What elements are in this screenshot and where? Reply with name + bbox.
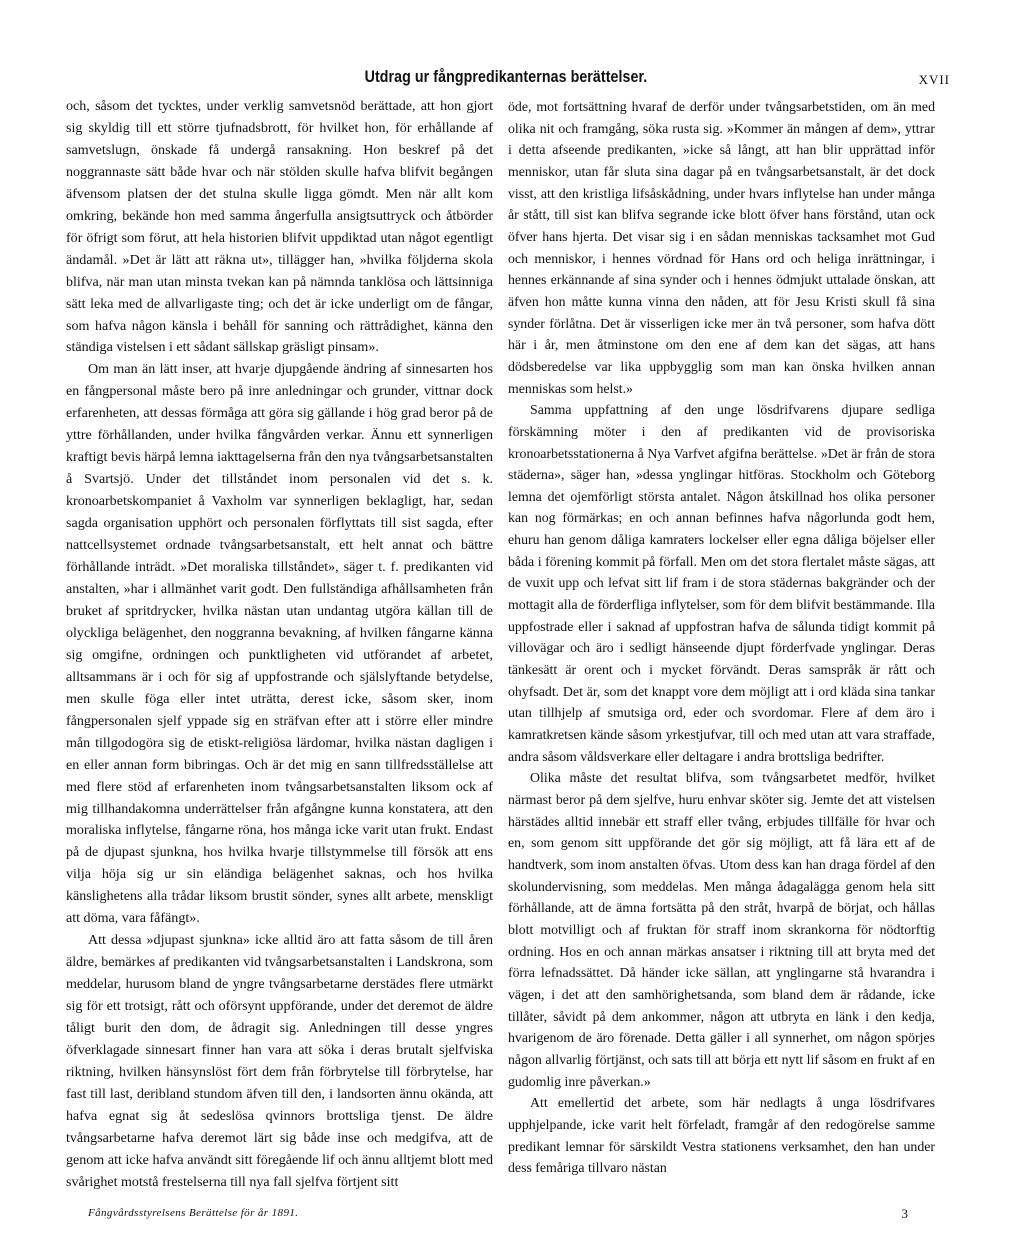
paragraph: Samma uppfattning af den unge lösdrifvarens djupare sedliga förskämning möter i den af predikanten vid de provisoriska kronoarbetsstationerna å Nya Varfvet afgifna berättelse. »Det är från de stora städerna», säger han, »dessa ynglingar hitföras. Stockholm och Göteborg lemna det ojemförligt största antalet. Någon åtskillnad hos olika personer kan nog förmärkas; en och annan befinnes hafva någorlunda godt hem, ehuru han genom dåliga kamraters lockelser eller egna dåliga böjelser eller båda i förening kommit på förfall. Men om det stora flertalet måste sägas, att de vuxit upp och lefvat sitt lif fram i de stora städernas bakgränder och der mottagit alla de förderfliga inflytelser, som för dem blifvit bestämmande. Illa uppfostrade eller i saknad af uppfostran hafva de sålunda tidigt kommit på villovägar och äro i sedligt hänseende djupt förderfvade ynglingar. Deras tänkesätt är orent och i mycket förvändt. Deras samspråk är rått och ohyfsadt. Det är, som det knappt vore dem möjligt att i ord kläda sina tankar utan tillhjelp af smutsiga ord, eder och svordomar. Flere af dem äro i kamratkretsen kände såsom yrkestjufvar, till och med utan att vara straffade, andra såsom våldsverkare eller deltagare i andra brottsliga bedrifter. xyxy=(508,402,935,764)
footnote: Fångvårdsstyrelsens Berättelse för år 1891. xyxy=(88,1207,299,1219)
paragraph: Att dessa »djupast sjunkna» icke alltid äro att fatta såsom de till åren äldre, bemärkes af predikanten vid tvångsarbetsanstalten i Landskrona, som meddelar, hurusom bland de yngre tvångsarbetarne derstädes flere utmärkt sig för ett trotsigt, rått och oförsynt uppförande, under det deremot de äldre tåligt burit den dom, de ådragit sig. Anledningen till desse yngres öfverklagade sinnesart finner han vara att söka i deras brutalt sjelfviska riktning, hvilken hänsynslöst fört dem från förbrytelse till förbrytelse, har fast till last, deribland stundom äfven till den, i landsorten ännu okända, att hafva egnat sig åt sedeslösa qvinnors brottsliga tjenst. De äldre tvångsarbetarne hafva deremot lärt sig både inse och medgifva, att de genom att icke hafva användt sitt föregående lif och ännu alltjemt blott med svårighet motstå frestelserna till nya fall sjelfva förtjent sitt xyxy=(66,932,493,1190)
page-header xyxy=(66,66,950,90)
paragraph: Att emellertid det arbete, som här nedlagts å unga lösdrifvares upphjelpande, icke varit helt förfeladt, framgår af den redogörelse samme predikant lemnar för särskildt Vestra stationens verksamhet, den han under dess femåriga tillvaro nästan xyxy=(508,1095,935,1176)
roman-page-number: XVII xyxy=(918,72,950,87)
paragraph: öde, mot fortsättning hvaraf de derför under tvångsarbetstiden, om än med olika nit och framgång, söka rusta sig. »Kommer än mången af dem», yttrar i detta afseende predikanten, »icke så långt, att han blir upprättad inför menniskor, utan får sluta sina dagar på en tvångsarbetsanstalt, är det dock visst, att den kristliga lifsåskådning, under hvars inflytelse han under många år stått, till sist kan blifva segrande icke blott öfver hans förstånd, utan ock öfver hans hjerta. Det visar sig i en sådan menniskas tacksamhet mot Gud och menniskor, i hennes vördnad för Hans ord och heliga inrättningar, i hennes erkännande af sina synder och i hennes ödmjukt uttalade önskan, att äfven hon måtte kunna vinna den nåden, att för Jesu Kristi skull få sina synder förlåtna. Det är visserligen icke mer än två personer, som hafva dött här i år, men åtminstone om den ene af dem kan det sägas, att hans dödsberedelse var lika uppbygglig som man kan önska hvilken annan menniskas som helst.» xyxy=(508,99,935,396)
right-column xyxy=(508,96,935,1179)
paragraph: och, såsom det tycktes, under verklig samvetsnöd berättade, att hon gjort sig skyldig till ett större tjufnadsbrott, för hvilket hon, för erhållande af samvetslugn, önskade få undergå ransakning. Hon beskref på det noggrannaste sätt både hvar och när stölden skulle hafva blifvit begången äfvensom platsen der det stulna skulle ligga gömdt. Men när allt kom omkring, bekände hon med samma ångerfulla ansigtsuttryck och åtbörder för öfrigt som förut, att hela historien blifvit uppdiktad utan något egentligt ändamål. »Det är lätt att räkna ut», tillägger han, »hvilka följderna skola blifva, när man utan minsta tvekan kan på nämnda tanklösa och lättsinniga sätt leka med de allvarligaste ting; och det är icke underligt om de fångar, som hafva någon känsla i behåll för sanning och rättrådighet, känna den ständiga vistelsen i ett sådant sällskap gräsligt pinsam». xyxy=(66,98,493,356)
paragraph: Olika måste det resultat blifva, som tvångsarbetet medför, hvilket närmast beror på dem sjelfve, huru enhvar sköter sig. Jemte det att vistelsen härstädes alltid innebär ett straff eller tvång, erbjudes tillfälle för hvar och en, som genom sitt uppförande det gör sig möjligt, att få lära ett af de handtverk, som inom anstalten öfvas. Utom dess kan han draga fördel af den skolundervisning, som meddelas. Men många ådagalägga genom hela sitt förhållande, att de ämna fortsätta på den stråt, hvarpå de börjat, och hållas blott motvilligt och af fruktan för straff inom skrankorna för nödtorftig ordning. Hos en och annan märkas ansatser i riktning till att bryta med det förra lefnadssättet. Då händer icke sällan, att ynglingarne stå hvarandra i vägen, i det att den samhörighetsanda, som bland dem är rådande, icke tillåter, såvidt på dem ankommer, någon att utbryta en länk i den kedja, hvarigenom de äro förenade. Detta gäller i all synnerhet, om någon spörjes någon allvarlig förtjänst, och sats till att börja ett nytt lif såsom en frukt af en gudomlig inre påverkan.» xyxy=(508,770,935,1089)
running-title: Utdrag ur fångpredikanternas berättelser. xyxy=(364,68,648,86)
paragraph: Om man än lätt inser, att hvarje djupgående ändring af sinnesarten hos en fångpersonal måste bero på inre anledningar och grunder, vittnar dock erfarenheten, att dessas förmåga att göra sig gällande i hög grad beror på de yttre förhållanden, under hvilka fångvården verkar. Ännu ett synnerligen kraftigt bevis härpå lemna iakttagelserna från den nya tvångsarbetsanstalten å Svartsjö. Under det tillståndet inom personalen vid det s. k. kronoarbetskompaniet å Vaxholm var synnerligen beklagligt, har, sedan sagda organisation upphört och personalen förflyttats till sist sagda, efter nattcellsystemet ordnade tvångsarbetsanstalt, ett helt annat och bättre förhållande inträdt. »Det moraliska tillståndet», säger t. f. predikanten vid anstalten, »har i allmänhet varit godt. Den fullständiga afhållsamheten från bruket af spritdrycker, hvilka nästan utan undantag utgöra källan till de olyckliga belägenhet, den noggranna bevakning, af hvilken fångarne känna sig omgifne, ordningen och punktligheten vid utförandet af arbetet, alltsammans är i och för sig af uppfostrande och själslyftande betydelse, men skulle föga eller intet uträtta, derest icke, såsom sker, inom fångpersonalen sjelf yppade sig en sträfvan efter att i större eller mindre mån tillgodogöra sig de etiskt-religiösa lärdomar, hvilka nästan dagligen i en eller annan form bibringas. Och är det mig en sann tillfredsställelse att med flere stöd af erfarenheten inom tvångsarbetsanstalten liksom ock af mig tillhandakomna underrättelser från afgångne kunna konstatera, att den moraliska inflytelse, fångarne röna, hos många icke varit utan frukt. Endast på de djupast sjunkna, hos hvilka hvarje tillstymmelse till försök att ens vilja höja sig ur sin eländiga belägenhet saknas, och hos hvilka känslighetens alla trådar liksom brustit sönder, synes allt arbete, menskligt att döma, vara fåfängt». xyxy=(66,361,493,927)
page-footer xyxy=(66,1207,946,1227)
left-column xyxy=(66,96,493,1194)
page-number: 3 xyxy=(901,1206,908,1221)
